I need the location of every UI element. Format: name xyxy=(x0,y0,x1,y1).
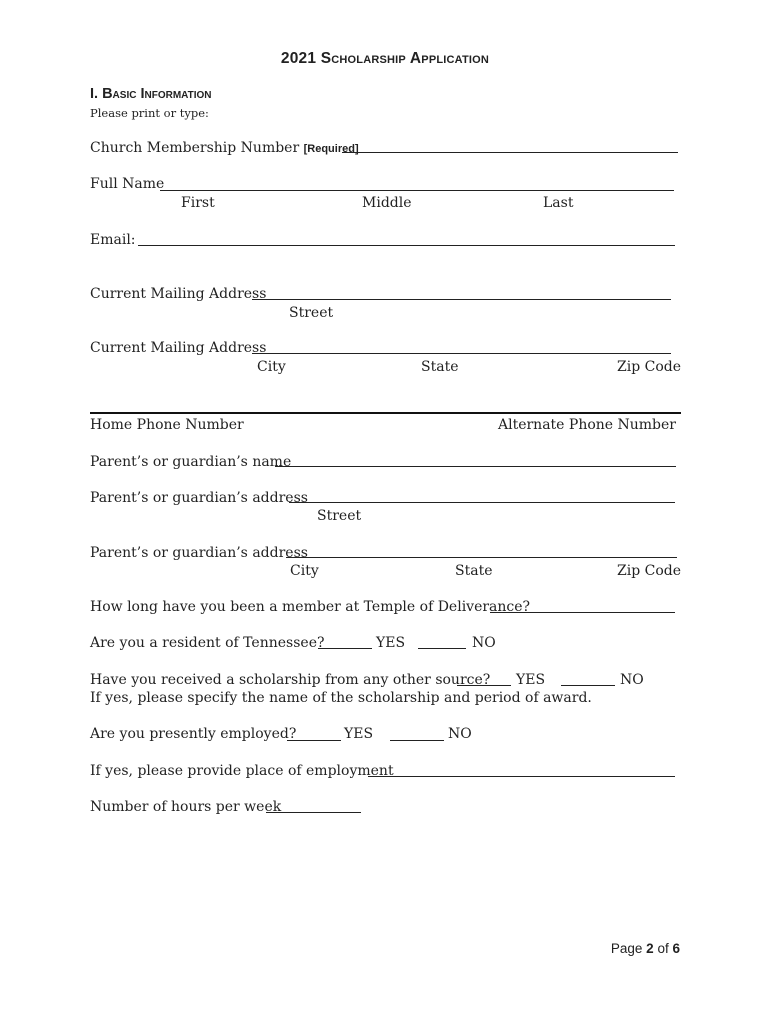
employed-yes-label: YES xyxy=(344,726,374,742)
member-duration-field[interactable] xyxy=(490,612,675,613)
guardian-address-label-2: Parent’s or guardian’s address xyxy=(90,545,308,561)
total-pages: 6 xyxy=(672,941,680,956)
hours-per-week-field[interactable] xyxy=(266,812,361,813)
tn-resident-yes-field[interactable] xyxy=(318,648,372,649)
email-label: Email: xyxy=(90,232,136,248)
guardian-city-state-zip-field[interactable] xyxy=(286,557,677,558)
guardian-state-caption: State xyxy=(455,563,493,579)
employed-no-label: NO xyxy=(448,726,472,742)
guardian-street-field[interactable] xyxy=(289,502,675,503)
zip-caption: Zip Code xyxy=(617,359,682,375)
member-duration-label: How long have you been a member at Temple of Deliverance? xyxy=(90,599,531,615)
required-marker: [Required] xyxy=(303,143,359,155)
alternate-phone-label: Alternate Phone Number xyxy=(497,417,676,433)
employed-no-field[interactable] xyxy=(390,740,444,741)
instructions: Please print or type: xyxy=(90,106,209,120)
page-number xyxy=(611,941,680,956)
middle-name-caption: Middle xyxy=(362,195,412,211)
guardian-street-caption: Street xyxy=(317,508,362,524)
section-heading: I. Basic Information xyxy=(90,86,212,102)
guardian-name-field[interactable] xyxy=(275,466,676,467)
guardian-name-label: Parent’s or guardian’s name xyxy=(90,454,292,470)
other-scholarship-followup: If yes, please specify the name of the scholarship and period of award. xyxy=(90,690,592,706)
tn-resident-no-field[interactable] xyxy=(418,648,466,649)
city-caption: City xyxy=(257,359,286,375)
church-membership-label xyxy=(90,139,359,158)
last-name-caption: Last xyxy=(543,195,574,211)
other-scholarship-no-field[interactable] xyxy=(561,685,615,686)
page-word: Page xyxy=(610,941,643,956)
employed-yes-field[interactable] xyxy=(287,740,341,741)
guardian-zip-caption: Zip Code xyxy=(617,563,682,579)
other-scholarship-yes-label: YES xyxy=(516,672,546,688)
guardian-city-caption: City xyxy=(290,563,319,579)
tn-resident-no-label: NO xyxy=(472,635,496,651)
full-name-label: Full Name xyxy=(90,176,165,192)
tn-resident-yes-label: YES xyxy=(376,635,406,651)
full-name-field[interactable] xyxy=(160,190,674,191)
current-page: 2 xyxy=(646,941,654,956)
other-scholarship-no-label: NO xyxy=(620,672,644,688)
church-membership-label-text: Church Membership Number xyxy=(90,140,300,156)
employed-label: Are you presently employed? xyxy=(90,726,297,742)
home-phone-label: Home Phone Number xyxy=(90,417,244,433)
tn-resident-label: Are you a resident of Tennessee? xyxy=(90,635,325,651)
other-scholarship-yes-field[interactable] xyxy=(457,685,511,686)
mailing-street-field[interactable] xyxy=(252,299,671,300)
of-word: of xyxy=(657,941,669,956)
mailing-address-label: Current Mailing Address xyxy=(90,286,267,302)
employment-place-label: If yes, please provide place of employment xyxy=(90,763,394,779)
employment-place-field[interactable] xyxy=(368,776,675,777)
mailing-city-state-zip-field[interactable] xyxy=(252,353,671,354)
other-scholarship-label: Have you received a scholarship from any other source? xyxy=(90,672,491,688)
page-title: 2021 Scholarship Application xyxy=(280,50,490,67)
first-name-caption: First xyxy=(181,195,215,211)
church-membership-field[interactable] xyxy=(342,152,678,153)
guardian-address-label: Parent’s or guardian’s address xyxy=(90,490,308,506)
email-field[interactable] xyxy=(138,245,675,246)
hours-per-week-label: Number of hours per week xyxy=(90,799,282,815)
mailing-address-label-2: Current Mailing Address xyxy=(90,340,267,356)
street-caption: Street xyxy=(289,305,334,321)
state-caption: State xyxy=(421,359,459,375)
phone-field-rule[interactable] xyxy=(90,412,681,414)
